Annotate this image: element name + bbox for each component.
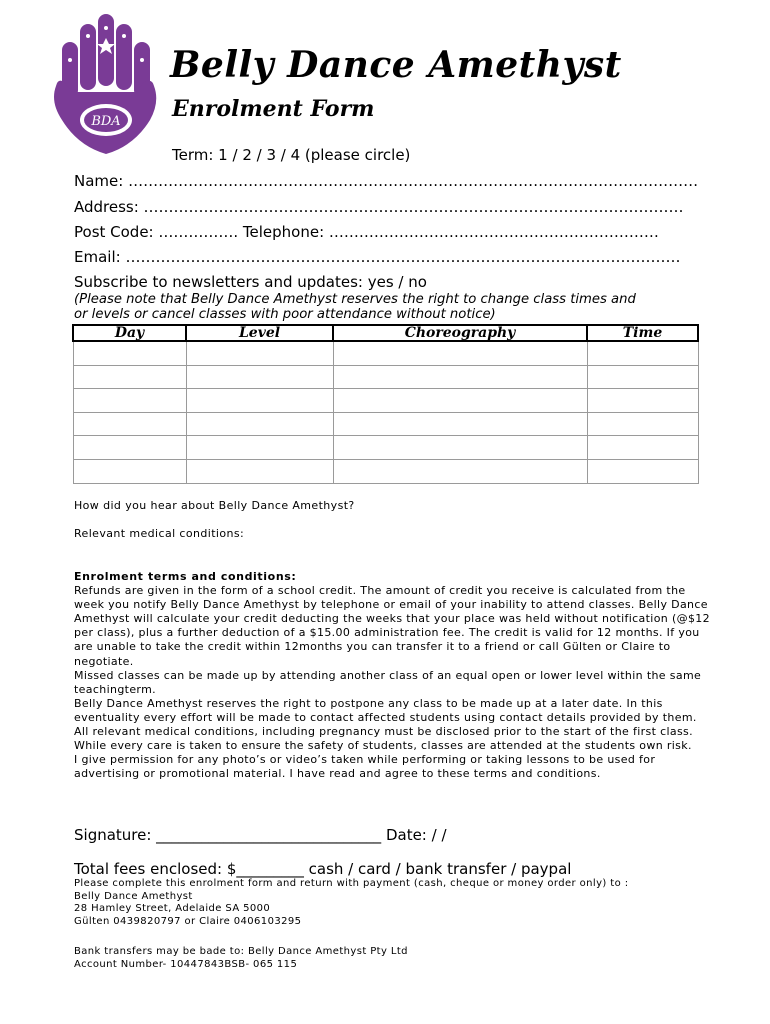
address-line: Belly Dance Amethyst [74, 890, 193, 902]
table-cell[interactable] [186, 459, 333, 483]
table-cell[interactable] [186, 365, 333, 389]
email-field[interactable]: Email: ………………………………………………………………………………………………… [74, 248, 681, 266]
instruction-text: Please complete this enrolment form and return with payment (cash, cheque or money order only) to : [74, 878, 629, 889]
form-title: Enrolment Form [172, 96, 375, 122]
table-cell[interactable] [73, 365, 186, 389]
table-cell[interactable] [186, 389, 333, 413]
table-cell[interactable] [333, 389, 587, 413]
table-cell[interactable] [73, 341, 186, 365]
schedule-note [74, 292, 714, 322]
table-row [73, 459, 698, 483]
header-day: Day [73, 325, 186, 341]
header-choreography: Choreography [333, 325, 587, 341]
table-cell[interactable] [333, 412, 587, 436]
table-cell[interactable] [333, 365, 587, 389]
table-cell[interactable] [186, 341, 333, 365]
terms-paragraph-refunds: Refunds are given in the form of a school credit. The amount of credit you receive is calculated from the week you notify Belly Dance Amethyst by telephone or email of your inability to attend classes. Belly Dance Amethyst will calculate your credit deducting the weeks that your place was held without notification (@$12 per class), plus a further deduction of a $15.00 administration fee. The credit is valid for 12 months. If you are unable to take the credit within 12months you can transfer it to a friend or call Gülten or Claire to negotiate. [74, 584, 711, 668]
table-cell[interactable] [333, 436, 587, 460]
fees-payment-line[interactable]: Total fees enclosed: $_________ cash / card / bank transfer / paypal [74, 860, 572, 878]
medical-conditions-question[interactable]: Relevant medical conditions: [74, 527, 245, 540]
logo [48, 12, 160, 158]
table-cell[interactable] [186, 412, 333, 436]
table-row [73, 341, 698, 365]
note-line-1: (Please note that Belly Dance Amethyst reserves the right to change class times and [74, 292, 636, 307]
table-row [73, 365, 698, 389]
table-cell[interactable] [587, 436, 698, 460]
table-row [73, 389, 698, 413]
newsletter-subscribe[interactable]: Subscribe to newsletters and updates: yes / no [74, 273, 427, 291]
header-time: Time [587, 325, 698, 341]
table-cell[interactable] [333, 459, 587, 483]
terms-heading: Enrolment terms and conditions: [74, 570, 297, 583]
table-cell[interactable] [587, 412, 698, 436]
terms-paragraph-permission: I give permission for any photo’s or video’s taken while performing or taking lessons to be used for advertising or promotional material. I have read and agree to these terms and conditions. [74, 753, 656, 781]
table-row [73, 436, 698, 460]
account-line: Account Number- 10447843BSB- 065 115 [74, 958, 298, 970]
bank-line: Bank transfers may be bade to: Belly Dance Amethyst Pty Ltd [74, 946, 408, 957]
class-selection-table [72, 324, 699, 484]
terms-and-conditions [74, 570, 714, 781]
table-cell[interactable] [73, 412, 186, 436]
term-selection[interactable]: Term: 1 / 2 / 3 / 4 (please circle) [172, 146, 411, 164]
header-level: Level [186, 325, 333, 341]
table-header-row [73, 325, 698, 341]
terms-paragraph-postpone: Belly Dance Amethyst reserves the right to postpone any class to be made up at a later date. In this eventuality every effort will be made to contact affected students using contact details provided by them. [74, 696, 697, 724]
postcode-telephone-field[interactable]: Post Code: ……………. Telephone: ………………………………………………………… [74, 223, 659, 241]
table-cell[interactable] [587, 341, 698, 365]
bank-details [74, 946, 714, 971]
table-cell[interactable] [73, 436, 186, 460]
table-cell[interactable] [587, 365, 698, 389]
table-cell[interactable] [73, 389, 186, 413]
address-line: 28 Hamley Street, Adelaide SA 5000 [74, 903, 271, 915]
svg-text:BDA: BDA [91, 114, 121, 129]
signature-date-line[interactable]: Signature: ______________________________ Date: / / [74, 826, 447, 844]
contact-line: Gülten 0439820797 or Claire 0406103295 [74, 915, 302, 927]
address-field[interactable]: Address: ……………………………………………………………………………………………… [74, 198, 684, 216]
table-cell[interactable] [333, 341, 587, 365]
hamsa-logo-icon [48, 12, 160, 158]
return-instructions [74, 878, 714, 928]
table-cell[interactable] [186, 436, 333, 460]
table-cell[interactable] [73, 459, 186, 483]
terms-paragraph-medical: All relevant medical conditions, including pregnancy must be disclosed prior to the start of the first class. While every care is taken to ensure the safety of students, classes are attended at the students own risk. [74, 725, 693, 753]
table-cell[interactable] [587, 459, 698, 483]
name-field[interactable]: Name: …………………………………………………………………………………………………… [74, 172, 699, 190]
table-cell[interactable] [587, 389, 698, 413]
referral-question[interactable]: How did you hear about Belly Dance Amethyst? [74, 499, 355, 512]
brand-title: Belly Dance Amethyst [170, 44, 622, 86]
table-row [73, 412, 698, 436]
note-line-2: or levels or cancel classes with poor attendance without notice) [74, 307, 496, 322]
terms-paragraph-missed: Missed classes can be made up by attending another class of an equal open or lower level within the same teachingterm. [74, 668, 702, 696]
